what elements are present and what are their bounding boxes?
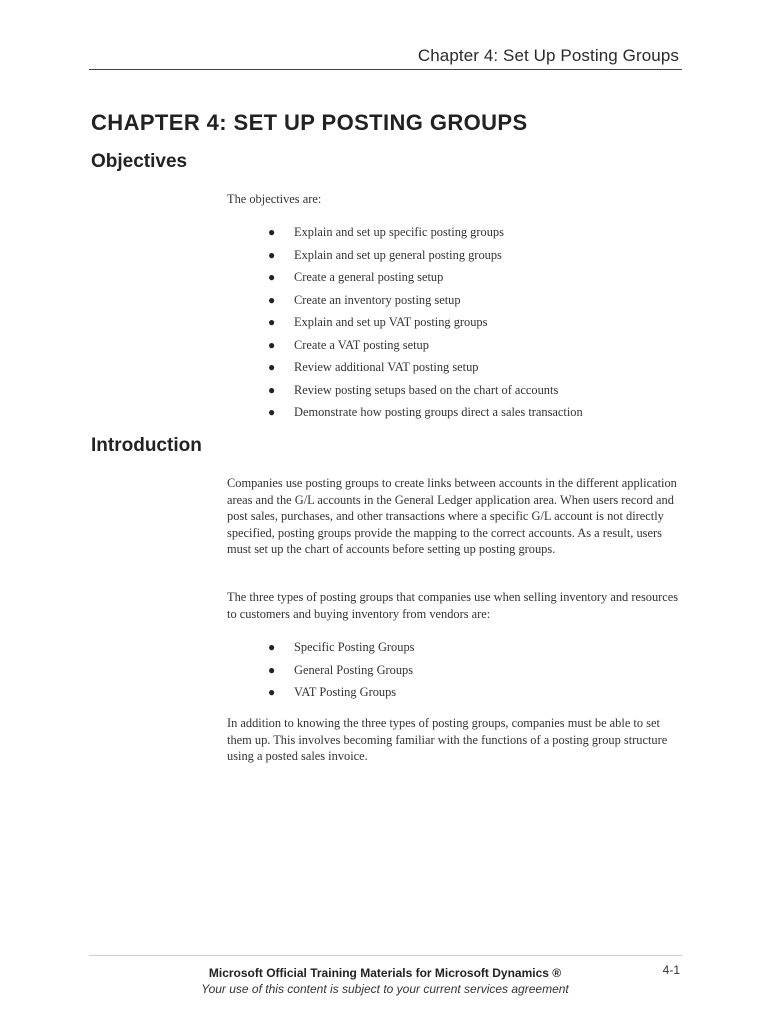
list-item: ● VAT Posting Groups — [268, 685, 397, 699]
list-item: ● Explain and set up VAT posting groups — [268, 315, 488, 329]
list-item: ● Specific Posting Groups — [268, 640, 415, 654]
bullet-icon: ● — [268, 225, 276, 239]
header-rule — [89, 69, 682, 70]
running-header: Chapter 4: Set Up Posting Groups — [417, 46, 679, 65]
introduction-heading: Introduction — [91, 435, 202, 456]
posting-group-types-list — [266, 638, 414, 706]
objectives-heading: Objectives — [91, 151, 188, 172]
bullet-icon: ● — [268, 405, 276, 419]
list-item: ● General Posting Groups — [268, 662, 414, 677]
bullet-icon: ● — [268, 360, 276, 374]
bullet-icon: ● — [268, 270, 276, 284]
bullet-icon: ● — [268, 315, 276, 329]
bullet-icon: ● — [268, 685, 276, 699]
bullet-icon: ● — [268, 382, 276, 397]
bullet-icon: ● — [268, 662, 276, 677]
list-item: ● Explain and set up specific posting groups — [268, 225, 504, 239]
objectives-intro: The objectives are: — [227, 192, 322, 206]
introduction-paragraph-3: In addition to knowing the three types of posting groups, companies must be able to set them up. This involves becoming familiar with the functions of a posting group structure using a posted sales invoice. — [227, 716, 668, 764]
list-item: ● Create an inventory posting setup — [268, 292, 461, 307]
bullet-icon: ● — [268, 337, 276, 352]
list-item: ● Review posting setups based on the chart of accounts — [268, 382, 559, 397]
footer-notice: Your use of this content is subject to your current services agreement — [201, 982, 569, 996]
footer-rule — [89, 955, 682, 956]
bullet-icon: ● — [268, 247, 276, 262]
introduction-paragraph-2: The three types of posting groups that companies use when selling inventory and resources to customers and buying inventory from vendors are: — [227, 590, 679, 621]
page-number: 4-1 — [662, 963, 680, 977]
bullet-icon: ● — [268, 292, 276, 307]
list-item: ● Create a VAT posting setup — [268, 337, 429, 352]
objectives-list — [266, 223, 583, 426]
footer-title: Microsoft Official Training Materials for Microsoft Dynamics ® — [208, 966, 562, 980]
list-item: ● Review additional VAT posting setup — [268, 360, 479, 374]
list-item: ● Explain and set up general posting groups — [268, 247, 502, 262]
chapter-title: CHAPTER 4: SET UP POSTING GROUPS — [91, 110, 528, 135]
list-item: ● Create a general posting setup — [268, 270, 444, 284]
list-item: ● Demonstrate how posting groups direct a sales transaction — [268, 405, 583, 419]
bullet-icon: ● — [268, 640, 276, 654]
introduction-paragraph-1: Companies use posting groups to create links between accounts in the different application areas and the G/L accounts in the General Ledger application area. When users record and post sales, purchases, and other transactions where a specific G/L account is not directly specified, posting groups provide the mapping to the correct accounts. As a result, users must set up the chart of accounts before setting up posting groups. — [227, 476, 677, 557]
